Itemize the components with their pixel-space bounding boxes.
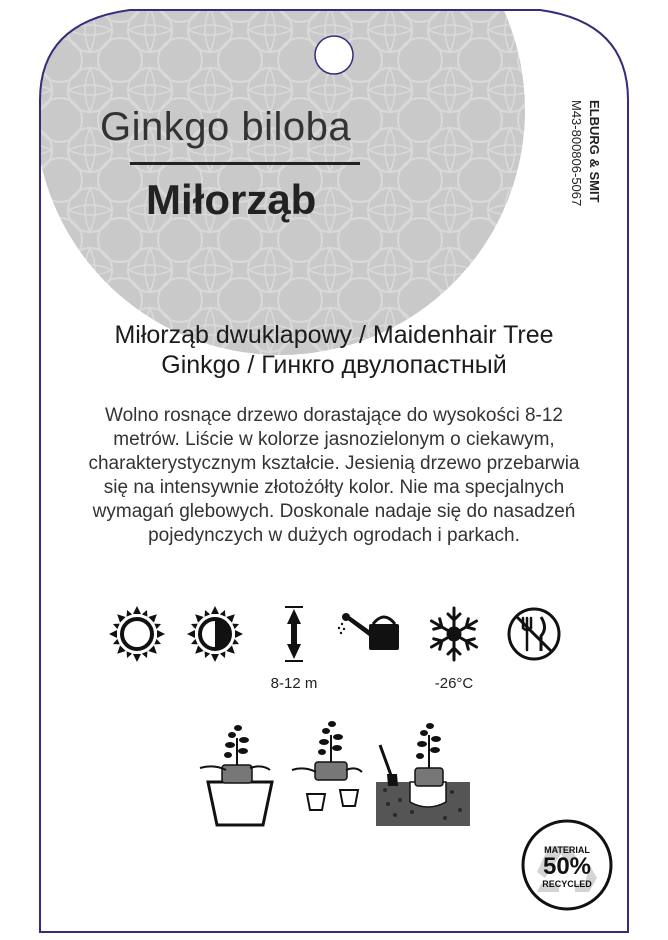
latin-name: Ginkgo biloba — [100, 105, 352, 149]
not-edible-icon — [509, 609, 559, 659]
description — [60, 404, 608, 548]
height-arrow-icon — [285, 607, 303, 661]
description-line: wymagań glebowych. Doskonale nadaje się do nasadzeń — [92, 501, 576, 522]
frost-snowflake-icon — [428, 608, 479, 660]
watering-can-icon — [338, 613, 399, 650]
common-names — [60, 320, 608, 380]
polish-name: Miłorząb — [146, 176, 317, 223]
common-name-line: Ginkgo / Гинкго двулопастный — [161, 351, 507, 379]
height-caption: 8-12 m — [270, 675, 318, 692]
full-sun-icon — [97, 594, 176, 673]
half-shade-icon — [175, 594, 254, 673]
soak-rootball-step — [292, 721, 362, 810]
remove-pot-step — [200, 725, 272, 825]
hang-hole — [315, 36, 353, 74]
description-line: metrów. Liście w kolorze jasnozielonym o ciekawym, — [113, 429, 555, 450]
frost-caption: -26°C — [434, 675, 474, 692]
brand-name: ELBURG & SMIT — [587, 100, 602, 203]
title-divider — [130, 162, 360, 165]
description-line: się na intensywnie złotożółty kolor. Nie ma specjalnych — [103, 477, 565, 498]
recycled-line2: RECYCLED — [542, 879, 592, 889]
description-line: Wolno rosnące drzewo dorastające do wysokości 8-12 — [105, 405, 563, 426]
recycled-text — [523, 845, 611, 889]
product-code: M43-800806-5067 — [569, 100, 584, 207]
common-name-line: Miłorząb dwuklapowy / Maidenhair Tree — [114, 321, 554, 349]
description-line: pojedynczych w dużych ogrodach i parkach. — [148, 525, 520, 546]
side-codes — [563, 100, 603, 300]
description-line: charakterystycznym kształcie. Jesienią drzewo przebarwia — [88, 453, 580, 474]
recycled-value: 50% — [542, 853, 592, 880]
plant-in-ground-step — [376, 723, 470, 826]
recycled-line1: MATERIAL — [544, 845, 590, 855]
